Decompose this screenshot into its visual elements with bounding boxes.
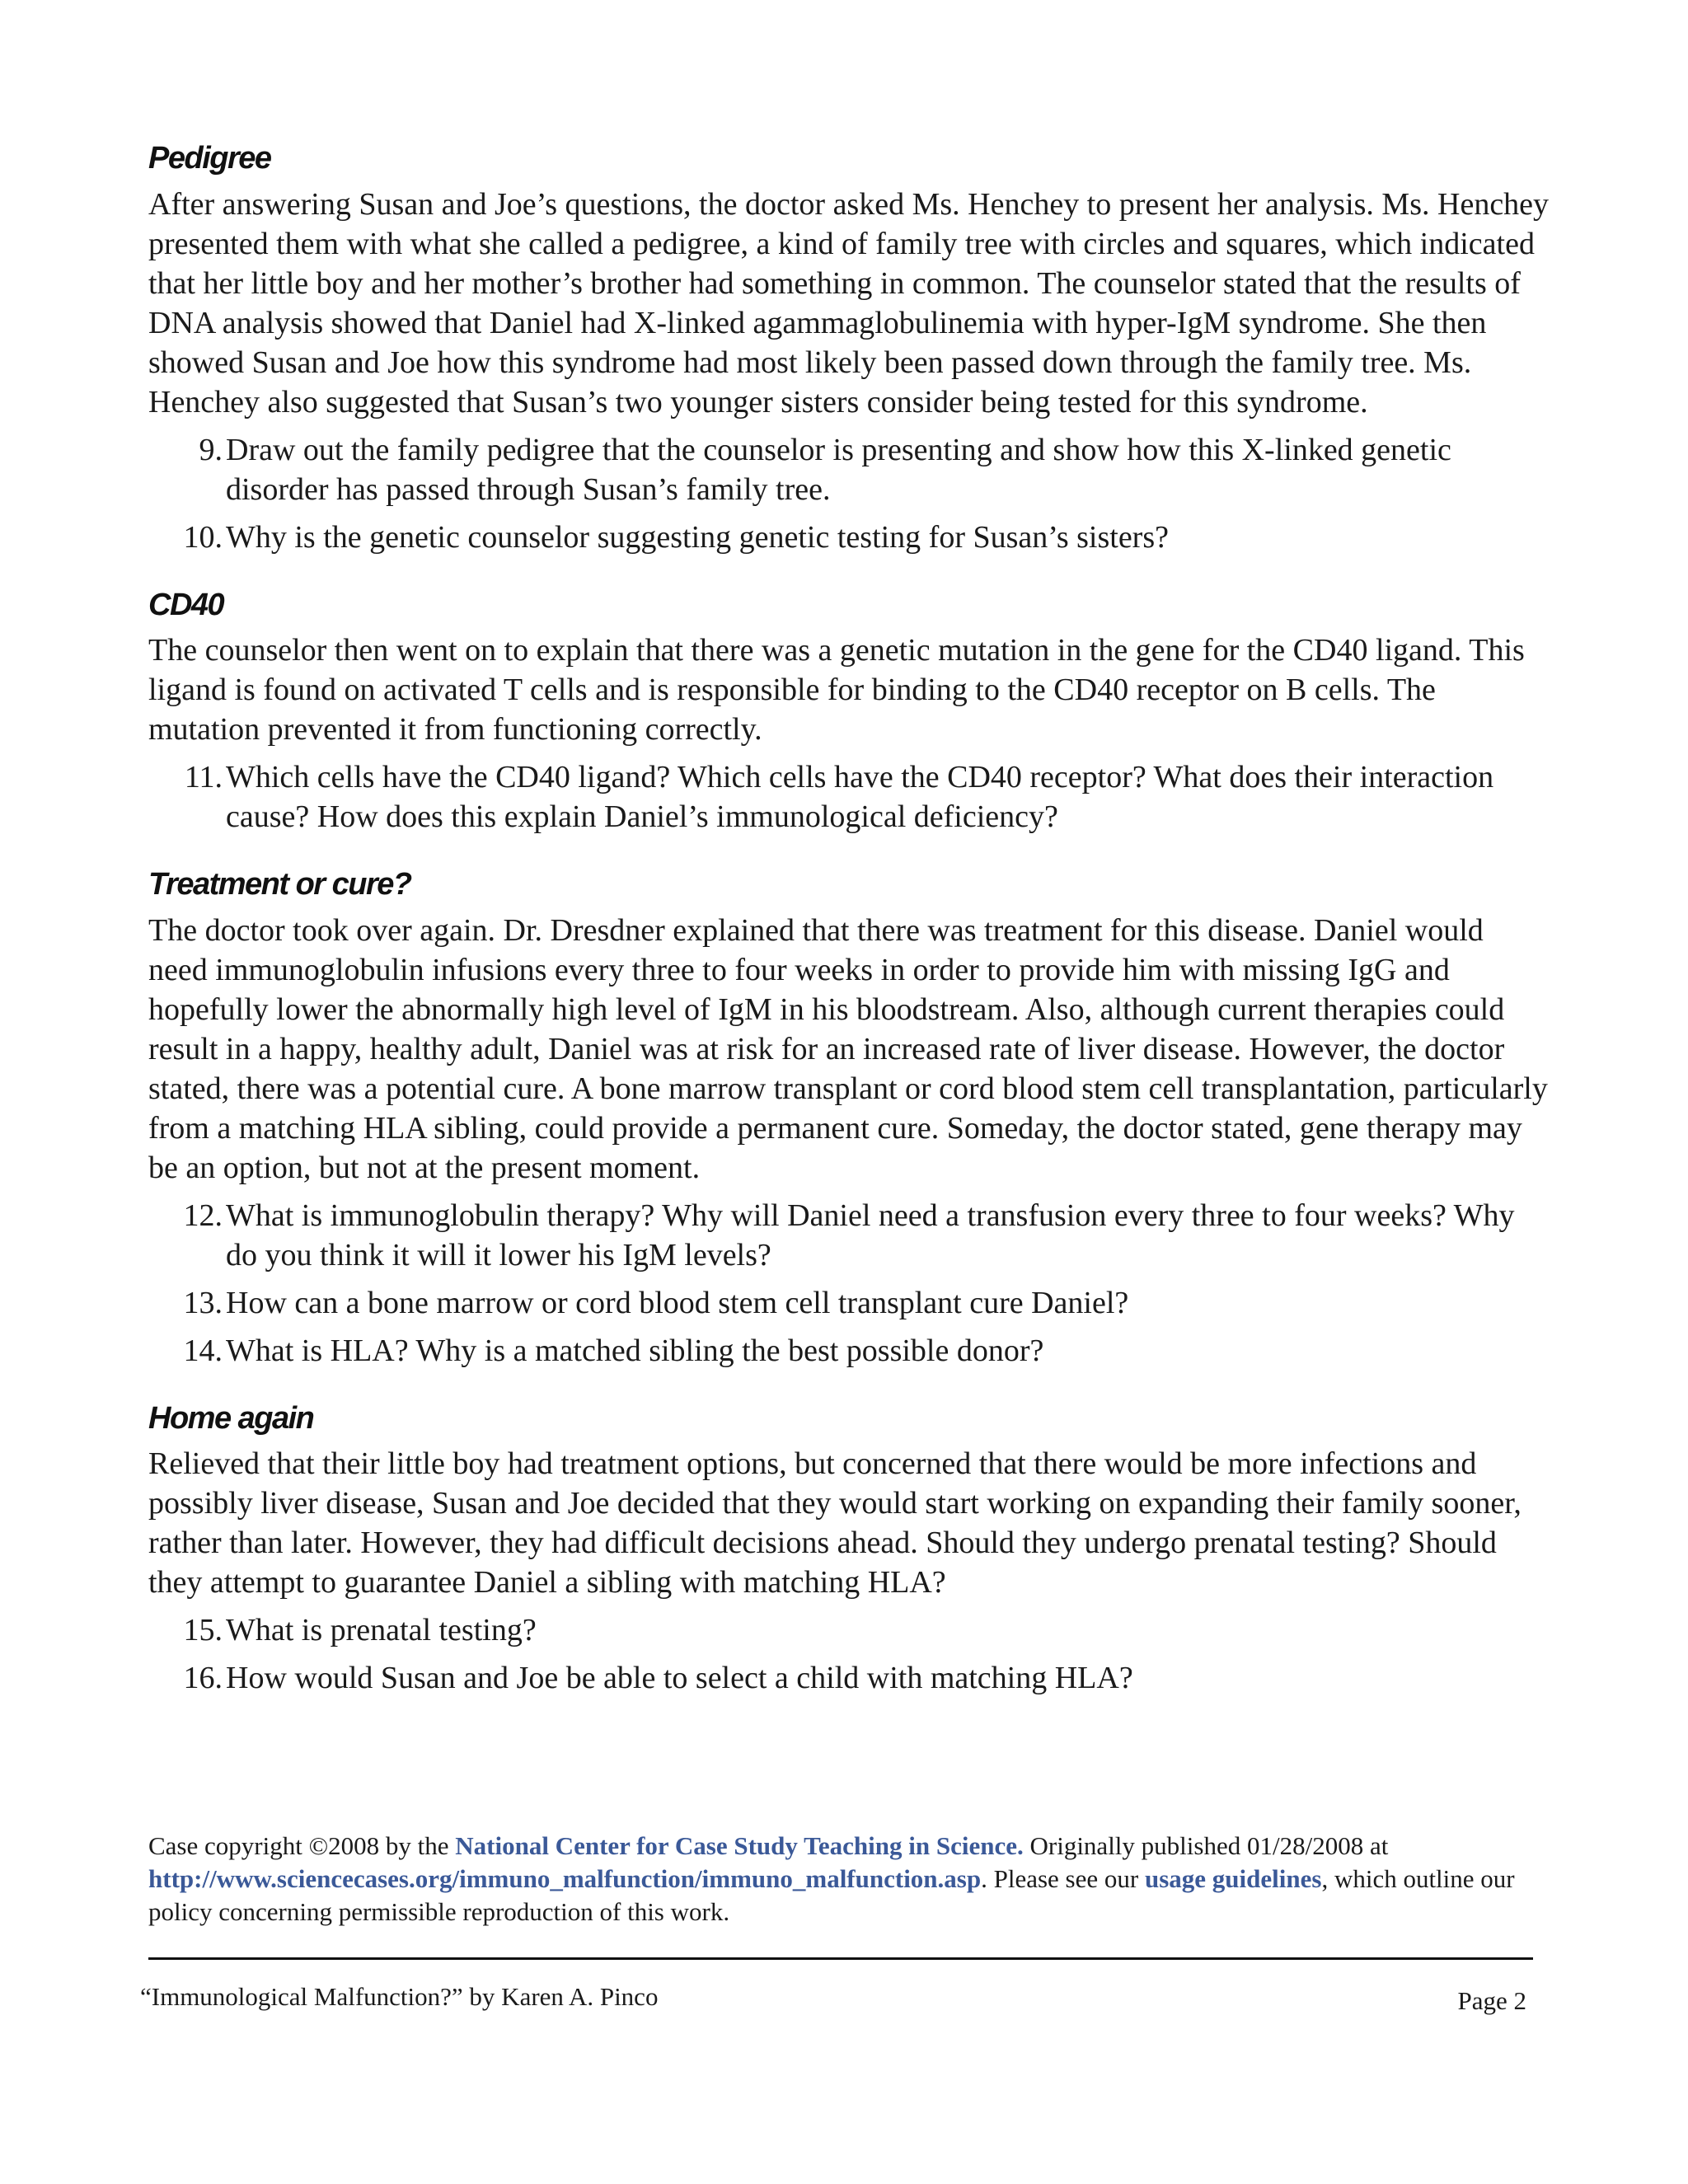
footer-title-author: “Immunological Malfunction?” by Karen A. Pinco xyxy=(140,1982,659,2011)
section-paragraph: The counselor then went on to explain that there was a genetic mutation in the gene for the CD40 ligand. This ligand is found on activated T cells and is responsible for binding to the CD40 receptor on B cells. The mutation prevented it from functioning correctly. xyxy=(148,633,1525,748)
question-list xyxy=(148,1610,1550,1698)
case-url-link[interactable]: http://www.sciencecases.org/immuno_malfunction/immuno_malfunction.asp xyxy=(148,1864,982,1893)
usage-guidelines-link[interactable]: usage guidelines xyxy=(1144,1864,1322,1893)
question-list xyxy=(148,1196,1550,1371)
question-text: How would Susan and Joe be able to select a child with matching HLA? xyxy=(226,1661,1133,1696)
question-item xyxy=(148,1658,1550,1698)
question-item xyxy=(148,518,1550,557)
copyright-prefix: Case copyright ©2008 by the xyxy=(148,1831,456,1860)
section-paragraph: Relieved that their little boy had treatment options, but concerned that there would be more infections and possibly liver disease, Susan and Joe decided that they would start working on expanding their family sooner, rather than later. However, they had difficult decisions ahead. Should they undergo prenatal testing? Should they attempt to guarantee Daniel a sibling with matching HLA? xyxy=(148,1446,1522,1601)
question-number: 16. xyxy=(183,1661,223,1696)
question-item xyxy=(148,1331,1550,1371)
question-number: 15. xyxy=(183,1613,223,1648)
question-list xyxy=(148,757,1550,837)
question-number: 10. xyxy=(183,519,223,555)
copyright-after-url: . Please see our xyxy=(981,1864,1145,1893)
question-item xyxy=(148,1196,1550,1275)
question-text: What is prenatal testing? xyxy=(226,1613,537,1648)
question-list xyxy=(148,430,1550,557)
section-paragraph: After answering Susan and Joe’s questions, the doctor asked Ms. Henchey to present her analysis. Ms. Henchey presented them with what she called a pedigree, a kind of family tree with circles and squares, which indicated that her little boy and her mother’s brother had something in common. The counselor stated that the results of DNA analysis showed that Daniel had X-linked agammaglobulinemia with hyper-IgM syndrome. She then showed Susan and Joe how this syndrome had most likely been passed down through the family tree. Ms. Henchey also suggested that Susan’s two younger sisters consider being tested for this syndrome. xyxy=(148,186,1550,419)
copyright-suffix: , which outline our policy concerning permissible reproduction of this work. xyxy=(148,1864,1515,1926)
question-item xyxy=(148,1283,1550,1323)
question-text: What is immunoglobulin therapy? Why will Daniel need a transfusion every three to four weeks? Why do you think it will it lower his IgM levels? xyxy=(226,1197,1515,1272)
question-item xyxy=(148,430,1550,509)
question-number: 9. xyxy=(199,432,223,467)
question-text: Which cells have the CD40 ligand? Which cells have the CD40 receptor? What does their interaction cause? How does this explain Daniel’s immunological deficiency? xyxy=(226,760,1494,835)
section-paragraph: The doctor took over again. Dr. Dresdner explained that there was treatment for this disease. Daniel would need immunoglobulin infusions every three to four weeks in order to provide him with missing IgG and hopefully lower the abnormally high level of IgM in his bloodstream. Also, although current therapies could result in a happy, healthy adult, Daniel was at risk for an increased rate of liver disease. However, the doctor stated, there was a potential cure. A bone marrow transplant or cord blood stem cell transplantation, particularly from a matching HLA sibling, could provide a permanent cure. Someday, the doctor stated, gene therapy may be an option, but not at the present moment. xyxy=(148,912,1548,1185)
section-pedigree xyxy=(148,140,1550,557)
question-number: 14. xyxy=(183,1333,223,1368)
main-content xyxy=(148,140,1550,1727)
question-number: 13. xyxy=(183,1285,223,1320)
section-heading: CD40 xyxy=(148,587,224,622)
question-item xyxy=(148,757,1550,837)
nccsts-link[interactable]: National Center for Case Study Teaching in Science. xyxy=(455,1831,1024,1860)
section-heading: Pedigree xyxy=(148,141,271,176)
question-text: Draw out the family pedigree that the counselor is presenting and show how this X-linked genetic disorder has passed through Susan’s family tree. xyxy=(226,432,1451,507)
question-text: How can a bone marrow or cord blood stem cell transplant cure Daniel? xyxy=(226,1285,1129,1320)
section-heading: Home again xyxy=(148,1400,314,1436)
question-text: What is HLA? Why is a matched sibling the best possible donor? xyxy=(226,1333,1044,1368)
page-number: Page 2 xyxy=(1457,1986,1526,2015)
section-heading: Treatment or cure? xyxy=(148,867,411,902)
section-home-again xyxy=(148,1400,1550,1699)
question-item xyxy=(148,1610,1550,1650)
question-text: Why is the genetic counselor suggesting genetic testing for Susan’s sisters? xyxy=(226,519,1169,555)
footer-divider xyxy=(148,1957,1533,1960)
section-treatment xyxy=(148,866,1550,1371)
question-number: 12. xyxy=(183,1197,223,1233)
copyright-middle: Originally published 01/28/2008 at xyxy=(1023,1831,1389,1860)
section-cd40 xyxy=(148,587,1550,837)
copyright-notice xyxy=(148,1830,1550,1929)
question-number: 11. xyxy=(184,760,223,795)
